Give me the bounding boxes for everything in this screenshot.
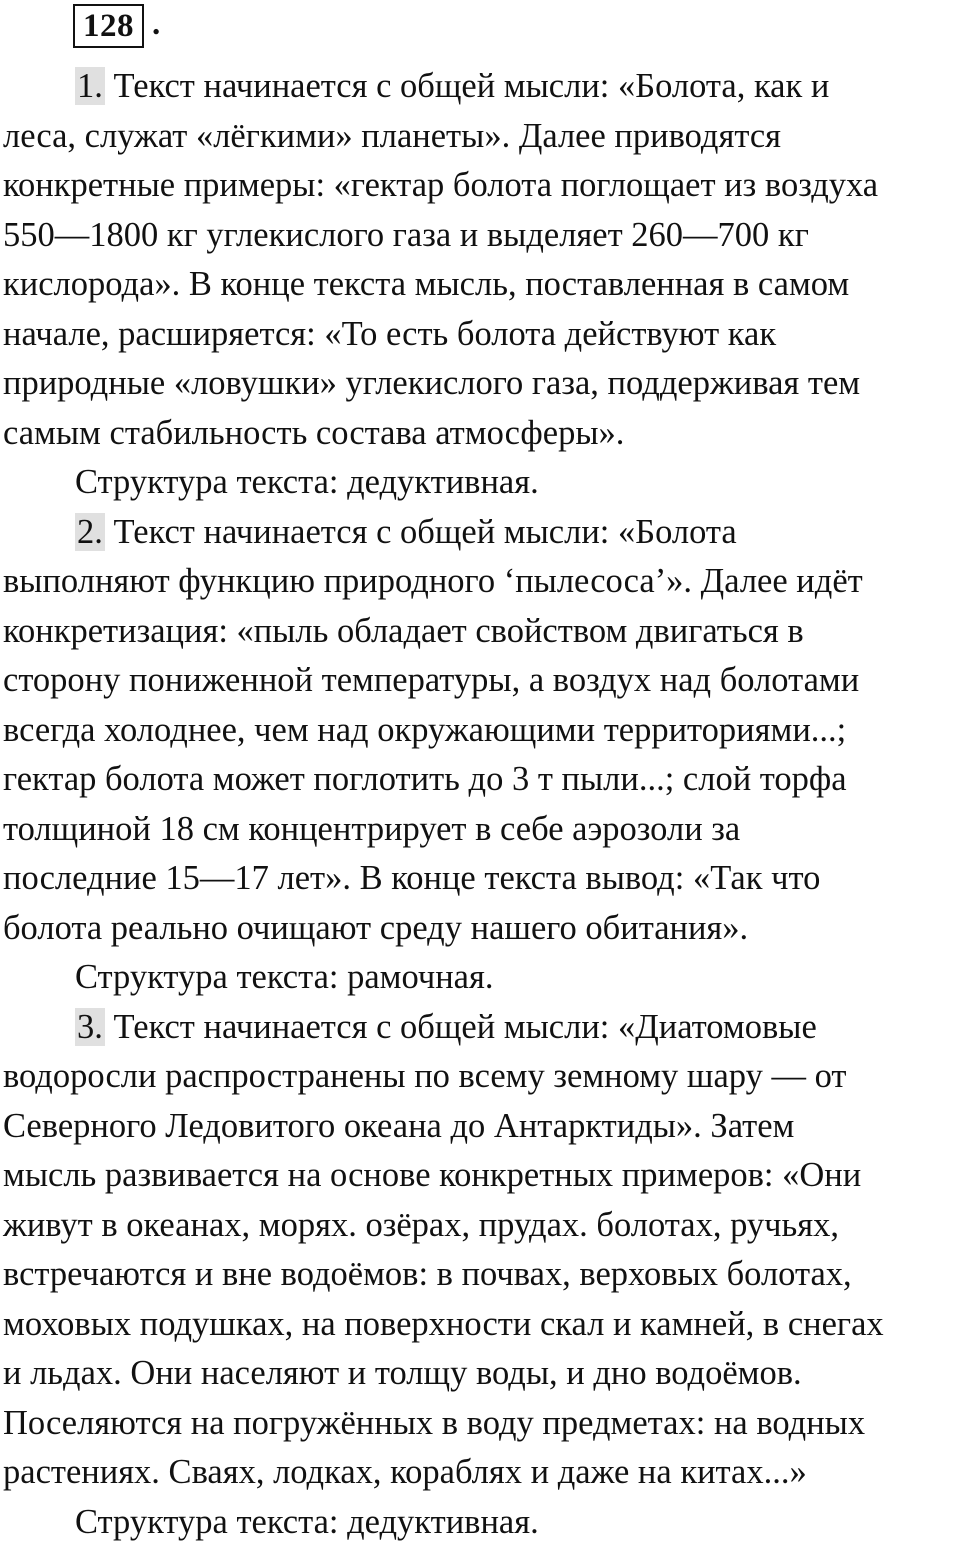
- answer-1-structure: Структура текста: дедуктивная.: [3, 458, 958, 508]
- answer-text: [3, 62, 958, 1547]
- answer-1-line-5: кислорода». В конце текста мысль, поставленная в самом: [3, 260, 958, 310]
- answer-3-line-8: и льдах. Они населяют и толщу воды, и дно водоёмов.: [3, 1349, 958, 1399]
- answer-3-marker: 3.: [75, 1008, 105, 1046]
- answer-3-line-10: растениях. Сваях, лодках, кораблях и даже на китах...»: [3, 1448, 958, 1498]
- answer-3-line-2: водоросли распространены по всему земному шару — от: [3, 1052, 958, 1102]
- answer-1-line-4: 550—1800 кг углекислого газа и выделяет 260—700 кг: [3, 211, 958, 261]
- answer-2-structure: Структура текста: рамочная.: [3, 953, 958, 1003]
- task-number: 128: [83, 8, 134, 44]
- answer-3-line-3: Северного Ледовитого океана до Антарктиды». Затем: [3, 1102, 958, 1152]
- answer-1-line-2: леса, служат «лёгкими» планеты». Далее приводятся: [3, 112, 958, 162]
- answer-1-line-3: конкретные примеры: «гектар болота поглощает из воздуха: [3, 161, 958, 211]
- answer-1-marker: 1.: [75, 67, 105, 105]
- answer-1-line-6: начале, расширяется: «То есть болота действуют как: [3, 310, 958, 360]
- answer-3-structure: Структура текста: дедуктивная.: [3, 1498, 958, 1547]
- answer-3-line-1: 3. Текст начинается с общей мысли: «Диатомовые: [3, 1003, 958, 1053]
- answer-2-line-5: всегда холоднее, чем над окружающими территориями...;: [3, 706, 958, 756]
- answer-2-line-3: конкретизация: «пыль обладает свойством двигаться в: [3, 607, 958, 657]
- answer-1-line-7: природные «ловушки» углекислого газа, поддерживая тем: [3, 359, 958, 409]
- answer-3-line-6: встречаются и вне водоёмов: в почвах, верховых болотах,: [3, 1250, 958, 1300]
- answer-2-line-8: последние 15—17 лет». В конце текста вывод: «Так что: [3, 854, 958, 904]
- answer-2-line-9: болота реально очищают среду нашего обитания».: [3, 904, 958, 954]
- task-number-box: [73, 4, 144, 48]
- answer-1-line-8: самым стабильность состава атмосферы».: [3, 409, 958, 459]
- answer-2-line-4: сторону пониженной температуры, а воздух над болотами: [3, 656, 958, 706]
- answer-3-line-7: моховых подушках, на поверхности скал и камней, в снегах: [3, 1300, 958, 1350]
- answer-3-line-9: Поселяются на погружённых в воду предметах: на водных: [3, 1399, 958, 1449]
- answer-3-line-5: живут в океанах, морях. озёрах, прудах. болотах, ручьях,: [3, 1201, 958, 1251]
- task-number-dot: .: [152, 4, 160, 44]
- answer-2-line-7: толщиной 18 см концентрирует в себе аэрозоли за: [3, 805, 958, 855]
- answer-2-marker: 2.: [75, 513, 105, 551]
- answer-2-line-2: выполняют функцию природного ‘пылесоса’». Далее идёт: [3, 557, 958, 607]
- answer-2-line-6: гектар болота может поглотить до 3 т пыли...; слой торфа: [3, 755, 958, 805]
- answer-2-line-1: 2. Текст начинается с общей мысли: «Болота: [3, 508, 958, 558]
- answer-1-line-1: 1. Текст начинается с общей мысли: «Болота, как и: [3, 62, 958, 112]
- answer-3-line-4: мысль развивается на основе конкретных примеров: «Они: [3, 1151, 958, 1201]
